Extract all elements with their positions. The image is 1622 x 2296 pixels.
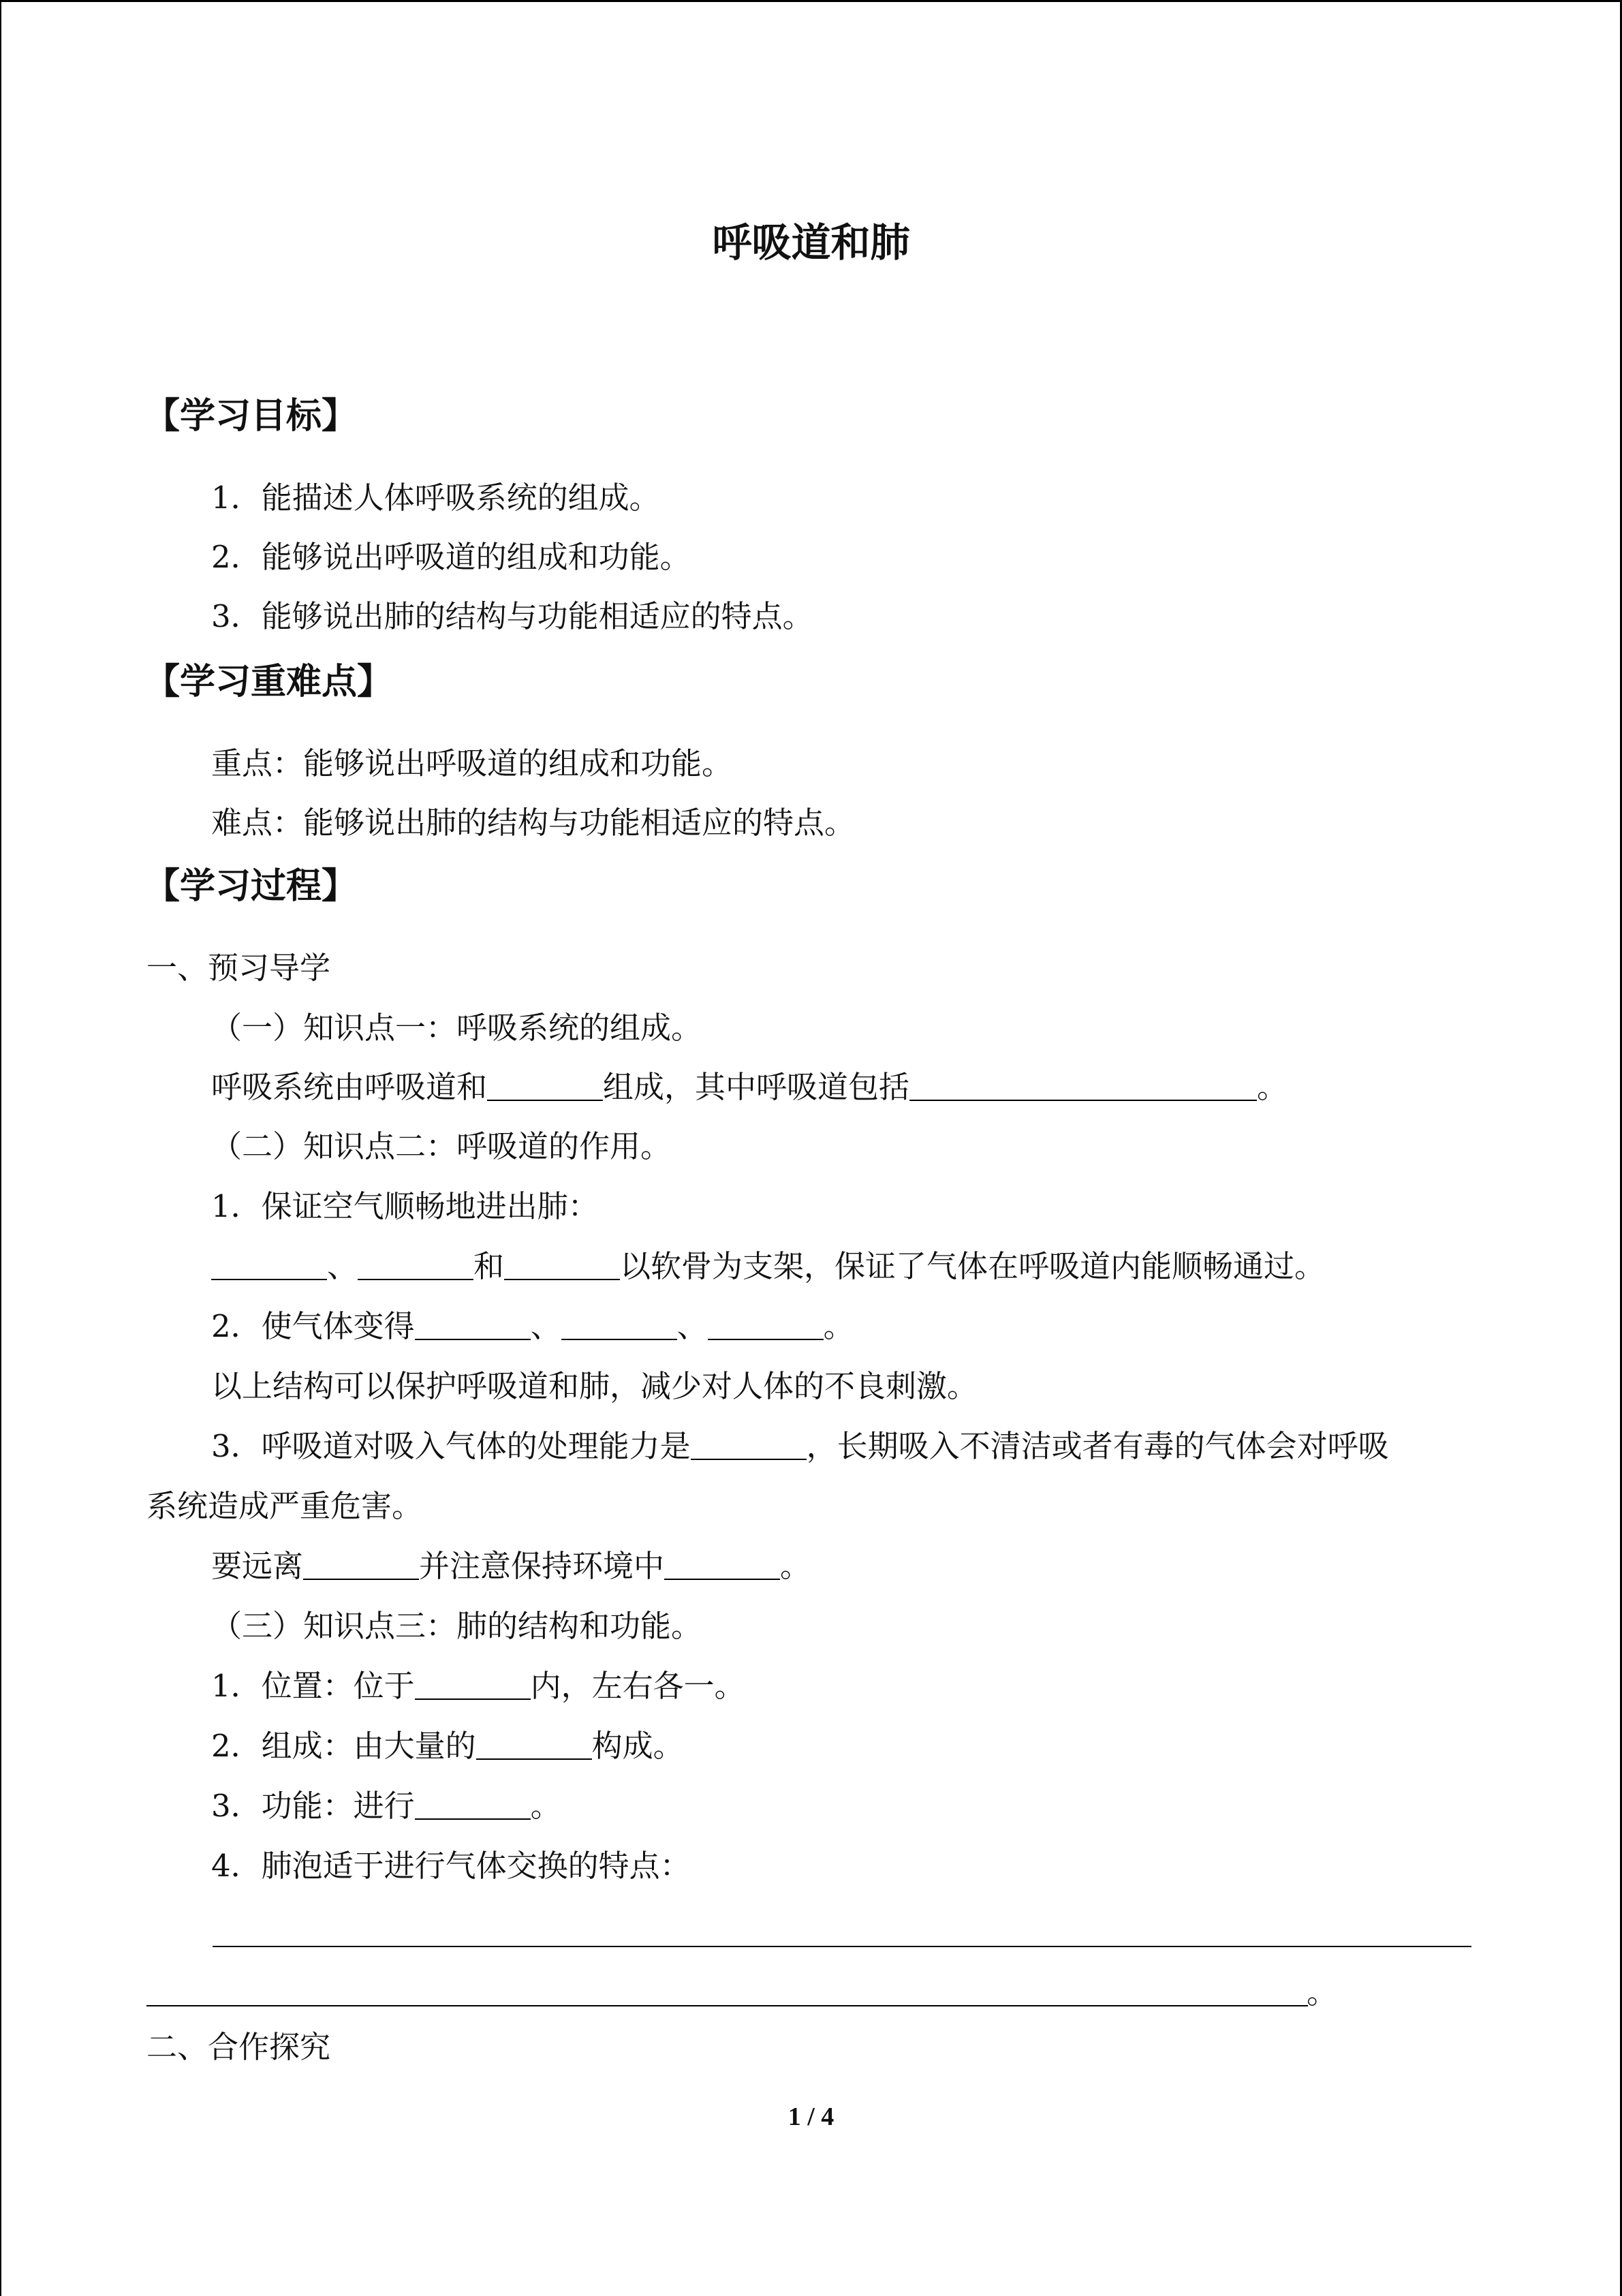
answer-blank[interactable] — [415, 1307, 531, 1340]
kp2-item-3-continued: 系统造成严重危害。 — [146, 1488, 423, 1524]
answer-blank[interactable] — [415, 1666, 531, 1700]
objectives-heading: 【学习目标】 — [144, 396, 358, 437]
part-1-title: 一、预习导学 — [146, 950, 331, 986]
question-text: 2．使气体变得 — [211, 1308, 415, 1344]
answer-blank[interactable] — [504, 1247, 620, 1280]
knowledge-point-1-question — [211, 1061, 1288, 1113]
question-text: 要远离 — [211, 1548, 304, 1584]
answer-line-1[interactable] — [213, 1946, 1471, 1947]
question-text: 。 — [1257, 1069, 1288, 1105]
kp2-item-1-blanks — [211, 1241, 1325, 1292]
objective-item-2: 2．能够说出呼吸道的组成和功能。 — [211, 539, 691, 575]
answer-blank[interactable] — [909, 1068, 1257, 1101]
kp3-item-2 — [211, 1720, 684, 1772]
question-text: 呼吸系统由呼吸道和 — [211, 1069, 488, 1105]
page-number: 1 / 4 — [787, 2103, 835, 2131]
kp2-note: 以上结构可以保护呼吸道和肺，减少对人体的不良刺激。 — [211, 1368, 978, 1404]
document-title: 呼吸道和肺 — [712, 219, 910, 266]
question-text: 3．功能：进行 — [211, 1788, 415, 1824]
kp3-item-1 — [211, 1660, 745, 1712]
answer-line-end-mark: 。 — [1307, 1974, 1338, 2011]
part-2-title: 二、合作探究 — [146, 2029, 331, 2065]
answer-blank[interactable] — [476, 1726, 592, 1760]
question-text: 和 — [473, 1248, 505, 1284]
answer-blank[interactable] — [487, 1068, 603, 1101]
kp3-item-3 — [211, 1780, 561, 1832]
kp2-item-4 — [211, 1540, 811, 1592]
objective-item-1: 1．能描述人体呼吸系统的组成。 — [211, 480, 660, 516]
knowledge-point-2-title: （二）知识点二：呼吸道的作用。 — [211, 1128, 672, 1164]
answer-blank[interactable] — [415, 1786, 531, 1820]
keypoint-difficulty: 难点：能够说出肺的结构与功能相适应的特点。 — [211, 805, 856, 841]
kp2-item-3 — [211, 1421, 1389, 1472]
answer-blank[interactable] — [561, 1307, 677, 1340]
question-text: 3．呼吸道对吸入气体的处理能力是 — [211, 1428, 691, 1464]
question-text: 组成，其中呼吸道包括 — [603, 1069, 910, 1105]
objective-item-3: 3．能够说出肺的结构与功能相适应的特点。 — [211, 598, 813, 634]
answer-line-2[interactable] — [146, 2005, 1308, 2006]
question-text: ，长期吸入不清洁或者有毒的气体会对呼吸 — [806, 1428, 1389, 1464]
question-text: 1．位置：位于 — [211, 1668, 415, 1704]
answer-blank[interactable] — [664, 1547, 780, 1580]
question-text: 。 — [530, 1788, 561, 1824]
question-text: 以软骨为支架，保证了气体在呼吸道内能顺畅通过。 — [620, 1248, 1326, 1284]
kp2-item-2 — [211, 1301, 854, 1352]
process-heading: 【学习过程】 — [144, 866, 358, 907]
answer-blank[interactable] — [211, 1247, 327, 1280]
question-text: 、 — [676, 1308, 708, 1344]
answer-blank[interactable] — [358, 1247, 473, 1280]
page-left-border — [0, 2, 1, 2296]
kp2-item-1: 1．保证空气顺畅地进出肺： — [211, 1188, 599, 1224]
question-text: 、 — [327, 1248, 358, 1284]
question-text: 、 — [530, 1308, 561, 1344]
question-text: 内，左右各一。 — [530, 1668, 745, 1704]
knowledge-point-1-title: （一）知识点一：呼吸系统的组成。 — [211, 1010, 702, 1046]
question-text: 构成。 — [591, 1728, 684, 1764]
kp3-item-4: 4．肺泡适于进行气体交换的特点： — [211, 1848, 691, 1884]
keypoint-focus: 重点：能够说出呼吸道的组成和功能。 — [211, 745, 733, 781]
answer-blank[interactable] — [303, 1547, 419, 1580]
question-text: 。 — [823, 1308, 854, 1344]
question-text: 。 — [780, 1548, 811, 1584]
question-text: 并注意保持环境中 — [419, 1548, 665, 1584]
answer-blank[interactable] — [691, 1427, 807, 1460]
question-text: 2．组成：由大量的 — [211, 1728, 476, 1764]
knowledge-point-3-title: （三）知识点三：肺的结构和功能。 — [211, 1608, 702, 1644]
keypoints-heading: 【学习重难点】 — [144, 662, 393, 702]
answer-blank[interactable] — [708, 1307, 824, 1340]
